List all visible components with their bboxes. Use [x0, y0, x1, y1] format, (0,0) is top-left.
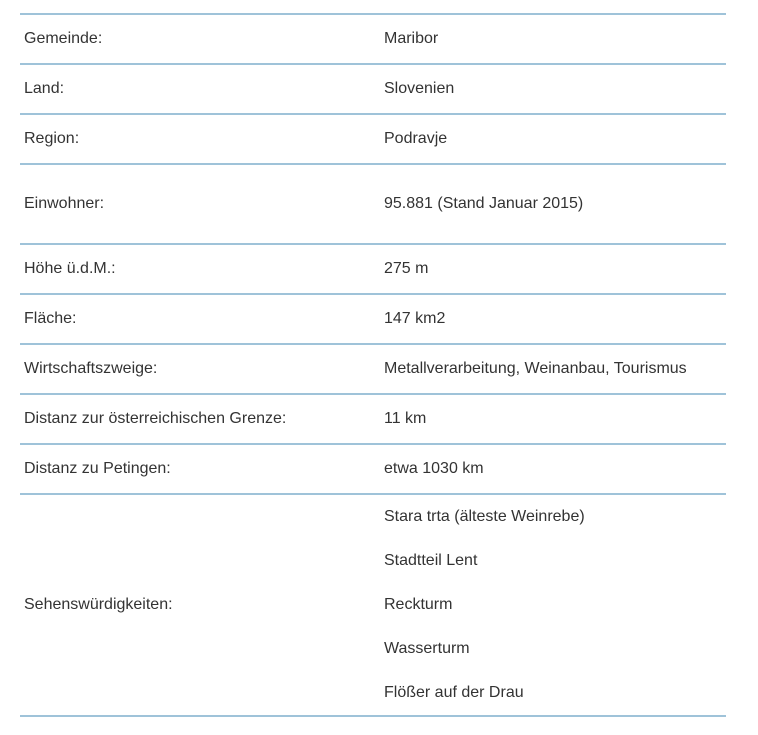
- row-value: etwa 1030 km: [380, 444, 726, 494]
- sight-item: Stadtteil Lent: [384, 552, 478, 569]
- row-label: Höhe ü.d.M.:: [20, 244, 380, 294]
- row-label: Wirtschaftszweige:: [20, 344, 380, 394]
- row-label: Fläche:: [20, 294, 380, 344]
- table-row: [20, 244, 726, 294]
- row-value: Podravje: [380, 114, 726, 164]
- sight-item: Reckturm: [384, 596, 453, 613]
- row-value: Maribor: [380, 14, 726, 64]
- info-table: [20, 13, 726, 717]
- row-value: 147 km2: [380, 294, 726, 344]
- table-row: [20, 394, 726, 444]
- sights-label: Sehenswürdigkeiten:: [20, 494, 380, 716]
- row-value: 11 km: [380, 394, 726, 444]
- sight-item: Flößer auf der Drau: [384, 684, 524, 701]
- row-label: Gemeinde:: [20, 14, 380, 64]
- row-label: Region:: [20, 114, 380, 164]
- sights-list: [380, 494, 726, 716]
- table-row: [20, 164, 726, 244]
- sight-item: Stara trta (älteste Weinrebe): [384, 508, 585, 525]
- row-value: 275 m: [380, 244, 726, 294]
- sight-item: Wasserturm: [384, 640, 470, 657]
- table-row-sights: [20, 494, 726, 716]
- table-row: [20, 64, 726, 114]
- row-value: 95.881 (Stand Januar 2015): [380, 164, 726, 244]
- table-row: [20, 444, 726, 494]
- row-label: Distanz zu Petingen:: [20, 444, 380, 494]
- row-value: Metallverarbeitung, Weinanbau, Tourismus: [380, 344, 726, 394]
- table-row: [20, 114, 726, 164]
- row-value: Slovenien: [380, 64, 726, 114]
- table-row: [20, 14, 726, 64]
- row-label: Distanz zur österreichischen Grenze:: [20, 394, 380, 444]
- row-label: Land:: [20, 64, 380, 114]
- row-label: Einwohner:: [20, 164, 380, 244]
- table-row: [20, 344, 726, 394]
- table-row: [20, 294, 726, 344]
